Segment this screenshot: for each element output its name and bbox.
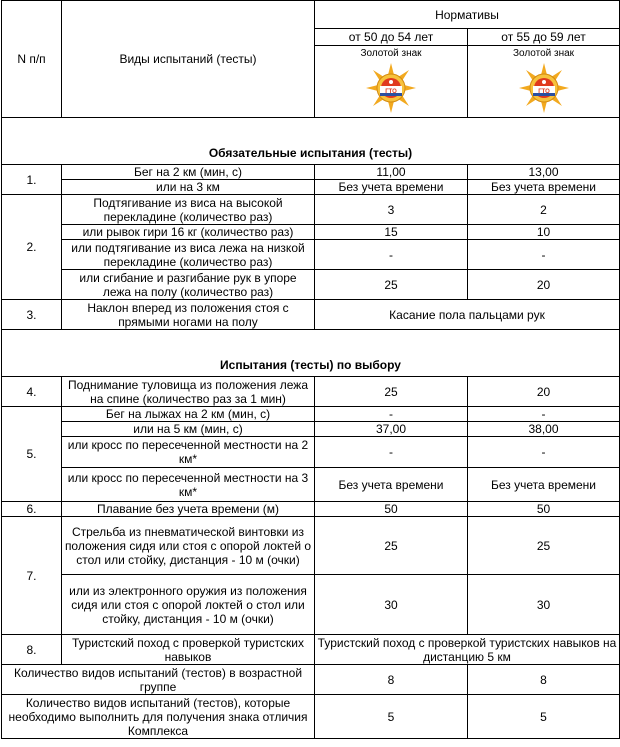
row-6-v2: 50 bbox=[468, 502, 620, 517]
row-5a-v2: - bbox=[468, 407, 620, 422]
required-tests-v2: 5 bbox=[468, 695, 620, 739]
row-2a-test: Подтягивание из виса на высокой перекладине (количество раз) bbox=[62, 195, 315, 225]
row-2-num: 2. bbox=[2, 195, 62, 300]
row-1a-test: Бег на 2 км (мин, с) bbox=[62, 165, 315, 180]
gold-badge-icon bbox=[365, 62, 417, 114]
header-norms: Нормативы bbox=[315, 1, 620, 29]
row-4-test: Поднимание туловища из положения лежа на спине (количество раз за 1 мин) bbox=[62, 377, 315, 407]
row-5-num: 5. bbox=[2, 407, 62, 502]
row-7a-v2: 25 bbox=[468, 517, 620, 575]
row-2d-test: или сгибание и разгибание рук в упоре лежа на полу (количество раз) bbox=[62, 270, 315, 300]
gold-badge-icon bbox=[518, 62, 570, 114]
row-2a-v2: 2 bbox=[468, 195, 620, 225]
row-8-num: 8. bbox=[2, 635, 62, 665]
row-6-num: 6. bbox=[2, 502, 62, 517]
norms-table bbox=[1, 0, 620, 739]
row-1a-v1: 11,00 bbox=[315, 165, 468, 180]
row-5d-test: или кросс по пересеченной местности на 3 км* bbox=[62, 468, 315, 502]
section-optional: Испытания (тесты) по выбору bbox=[2, 330, 620, 377]
row-2a-v1: 3 bbox=[315, 195, 468, 225]
badge-label: Золотой знак bbox=[512, 48, 575, 59]
row-7a-test: Стрельба из пневматической винтовки из положения сидя или стоя с опорой локтей о стол или стойку, дистанция - 10 м (очки) bbox=[62, 517, 315, 575]
row-5d-v1: Без учета времени bbox=[315, 468, 468, 502]
row-2c-v2: - bbox=[468, 240, 620, 270]
row-1-num: 1. bbox=[2, 165, 62, 195]
row-7a-v1: 25 bbox=[315, 517, 468, 575]
row-7-num: 7. bbox=[2, 517, 62, 635]
row-2d-v2: 20 bbox=[468, 270, 620, 300]
required-tests-label: Количество видов испытаний (тестов), которые необходимо выполнить для получения знака отличия Комплекса bbox=[2, 695, 315, 739]
row-3-num: 3. bbox=[2, 300, 62, 330]
row-7b-v1: 30 bbox=[315, 575, 468, 635]
badge-label: Золотой знак bbox=[360, 48, 422, 59]
row-5c-v2: - bbox=[468, 437, 620, 468]
row-4-v2: 20 bbox=[468, 377, 620, 407]
row-2b-v1: 15 bbox=[315, 225, 468, 240]
row-3-value: Касание пола пальцами рук bbox=[315, 300, 620, 330]
row-8-value: Туристский поход с проверкой туристских навыков на дистанцию 5 км bbox=[315, 635, 620, 665]
badge-cell-2 bbox=[468, 46, 620, 118]
row-5b-v2: 38,00 bbox=[468, 422, 620, 437]
row-1b-test: или на 3 км bbox=[62, 180, 315, 195]
row-1a-v2: 13,00 bbox=[468, 165, 620, 180]
row-1b-v2: Без учета времени bbox=[468, 180, 620, 195]
row-2c-test: или подтягивание из виса лежа на низкой перекладине (количество раз) bbox=[62, 240, 315, 270]
row-5c-v1: - bbox=[315, 437, 468, 468]
required-tests-v1: 5 bbox=[315, 695, 468, 739]
badge-cell-1 bbox=[315, 46, 468, 118]
row-2c-v1: - bbox=[315, 240, 468, 270]
header-age-50-54: от 50 до 54 лет bbox=[315, 29, 468, 46]
row-5b-v1: 37,00 bbox=[315, 422, 468, 437]
row-5a-test: Бег на лыжах на 2 км (мин, с) bbox=[62, 407, 315, 422]
row-2d-v1: 25 bbox=[315, 270, 468, 300]
row-8-test: Туристский поход с проверкой туристских навыков bbox=[62, 635, 315, 665]
header-age-55-59: от 55 до 59 лет bbox=[468, 29, 620, 46]
row-4-v1: 25 bbox=[315, 377, 468, 407]
badge-text: ГТО bbox=[537, 89, 550, 95]
row-2b-v2: 10 bbox=[468, 225, 620, 240]
section-mandatory: Обязательные испытания (тесты) bbox=[2, 118, 620, 165]
row-5c-test: или кросс по пересеченной местности на 2 км* bbox=[62, 437, 315, 468]
row-1b-v1: Без учета времени bbox=[315, 180, 468, 195]
row-5d-v2: Без учета времени bbox=[468, 468, 620, 502]
row-5a-v1: - bbox=[315, 407, 468, 422]
row-7b-test: или из электронного оружия из положения сидя или стоя с опорой локтей о стол или стойку, дистанция - 10 м (очки) bbox=[62, 575, 315, 635]
total-tests-v1: 8 bbox=[315, 665, 468, 695]
row-3-test: Наклон вперед из положения стоя с прямыми ногами на полу bbox=[62, 300, 315, 330]
row-5b-test: или на 5 км (мин, с) bbox=[62, 422, 315, 437]
row-6-test: Плавание без учета времени (м) bbox=[62, 502, 315, 517]
row-7b-v2: 30 bbox=[468, 575, 620, 635]
header-tests: Виды испытаний (тесты) bbox=[62, 1, 315, 118]
header-num: N п/п bbox=[2, 1, 62, 118]
total-tests-label: Количество видов испытаний (тестов) в возрастной группе bbox=[2, 665, 315, 695]
row-2b-test: или рывок гири 16 кг (количество раз) bbox=[62, 225, 315, 240]
badge-text: ГТО bbox=[385, 89, 397, 95]
row-4-num: 4. bbox=[2, 377, 62, 407]
row-6-v1: 50 bbox=[315, 502, 468, 517]
total-tests-v2: 8 bbox=[468, 665, 620, 695]
